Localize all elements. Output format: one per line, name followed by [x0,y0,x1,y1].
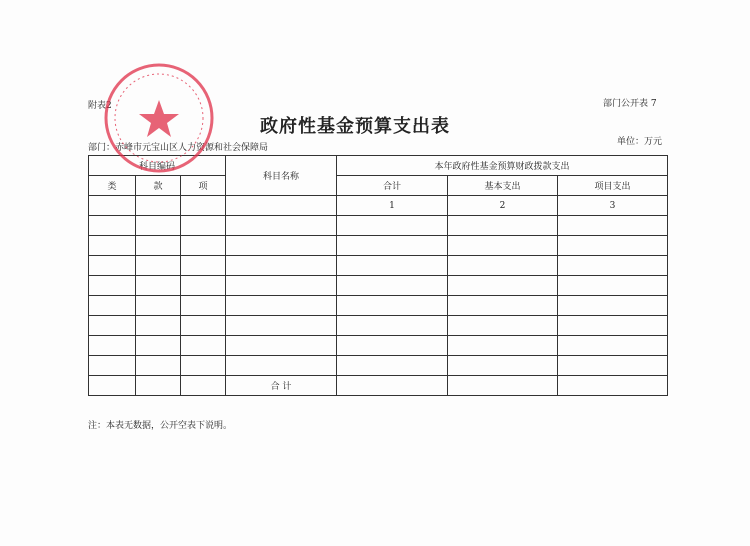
empty-cell [558,356,668,376]
empty-cell [89,236,136,256]
empty-cell [226,276,337,296]
empty-cell [226,316,337,336]
form-code: 部门公开表 7 [603,99,657,109]
empty-cell [558,216,668,236]
total-row-label: 合 计 [226,376,337,396]
official-seal [103,62,215,174]
empty-cell [89,276,136,296]
header-code-group: 科目编码 [89,156,226,176]
header-xiang: 项 [181,176,226,196]
table-row [89,296,668,316]
empty-cell [136,336,181,356]
header-spend-group: 本年政府性基金预算财政拨款支出 [337,156,668,176]
empty-cell [89,216,136,236]
empty-cell [448,256,558,276]
col-number-basic: 2 [448,196,558,216]
header-project: 项目支出 [558,176,668,196]
empty-cell [337,256,448,276]
col-number-total: 1 [337,196,448,216]
empty-cell [558,316,668,336]
empty-cell [181,236,226,256]
table-row [89,216,668,236]
empty-cell [136,356,181,376]
empty-cell [448,336,558,356]
empty-cell [136,296,181,316]
empty-cell [226,296,337,316]
empty-cell [226,356,337,376]
empty-cell [558,336,668,356]
header-kuan: 款 [136,176,181,196]
empty-cell [558,236,668,256]
empty-cell [181,216,226,236]
empty-cell [89,316,136,336]
empty-cell [136,216,181,236]
table-row [89,336,668,356]
empty-cell [448,356,558,376]
table-row [89,316,668,336]
header-subject-name: 科目名称 [226,156,337,196]
empty-cell [136,256,181,276]
empty-cell [136,236,181,256]
empty-cell [448,316,558,336]
empty-cell [89,256,136,276]
empty-cell [448,216,558,236]
empty-cell [181,316,226,336]
empty-cell [89,336,136,356]
empty-cell [448,236,558,256]
empty-cell [226,256,337,276]
empty-cell [337,356,448,376]
unit-label: 单位：万元 [617,137,663,147]
header-basic: 基本支出 [448,176,558,196]
empty-cell [226,216,337,236]
empty-cell [337,216,448,236]
empty-cell [181,336,226,356]
empty-cell [181,256,226,276]
table-row [89,256,668,276]
empty-cell [181,276,226,296]
department-label: 部门：赤峰市元宝山区人力资源和社会保障局 [88,143,269,153]
table-row [89,356,668,376]
empty-cell [136,316,181,336]
empty-cell [89,356,136,376]
empty-cell [226,236,337,256]
col-number-project: 3 [558,196,668,216]
header-total: 合计 [337,176,448,196]
total-row [89,376,668,396]
footnote: 注：本表无数据，公开空表下说明。 [88,421,233,431]
attachment-label: 附表2 [88,101,112,111]
table-row [89,236,668,256]
empty-cell [89,296,136,316]
column-number-row [89,196,668,216]
empty-cell [337,316,448,336]
header-lei: 类 [89,176,136,196]
page-title: 政府性基金预算支出表 [260,116,450,137]
empty-cell [181,356,226,376]
empty-cell [558,296,668,316]
empty-cell [337,296,448,316]
empty-cell [337,336,448,356]
empty-cell [226,336,337,356]
empty-cell [337,276,448,296]
empty-cell [558,256,668,276]
empty-cell [181,296,226,316]
table-row [89,276,668,296]
fund-expenditure-table [88,155,668,396]
empty-cell [337,236,448,256]
empty-cell [448,296,558,316]
empty-cell [136,276,181,296]
empty-cell [448,276,558,296]
empty-cell [558,276,668,296]
empty-rows [89,216,668,376]
